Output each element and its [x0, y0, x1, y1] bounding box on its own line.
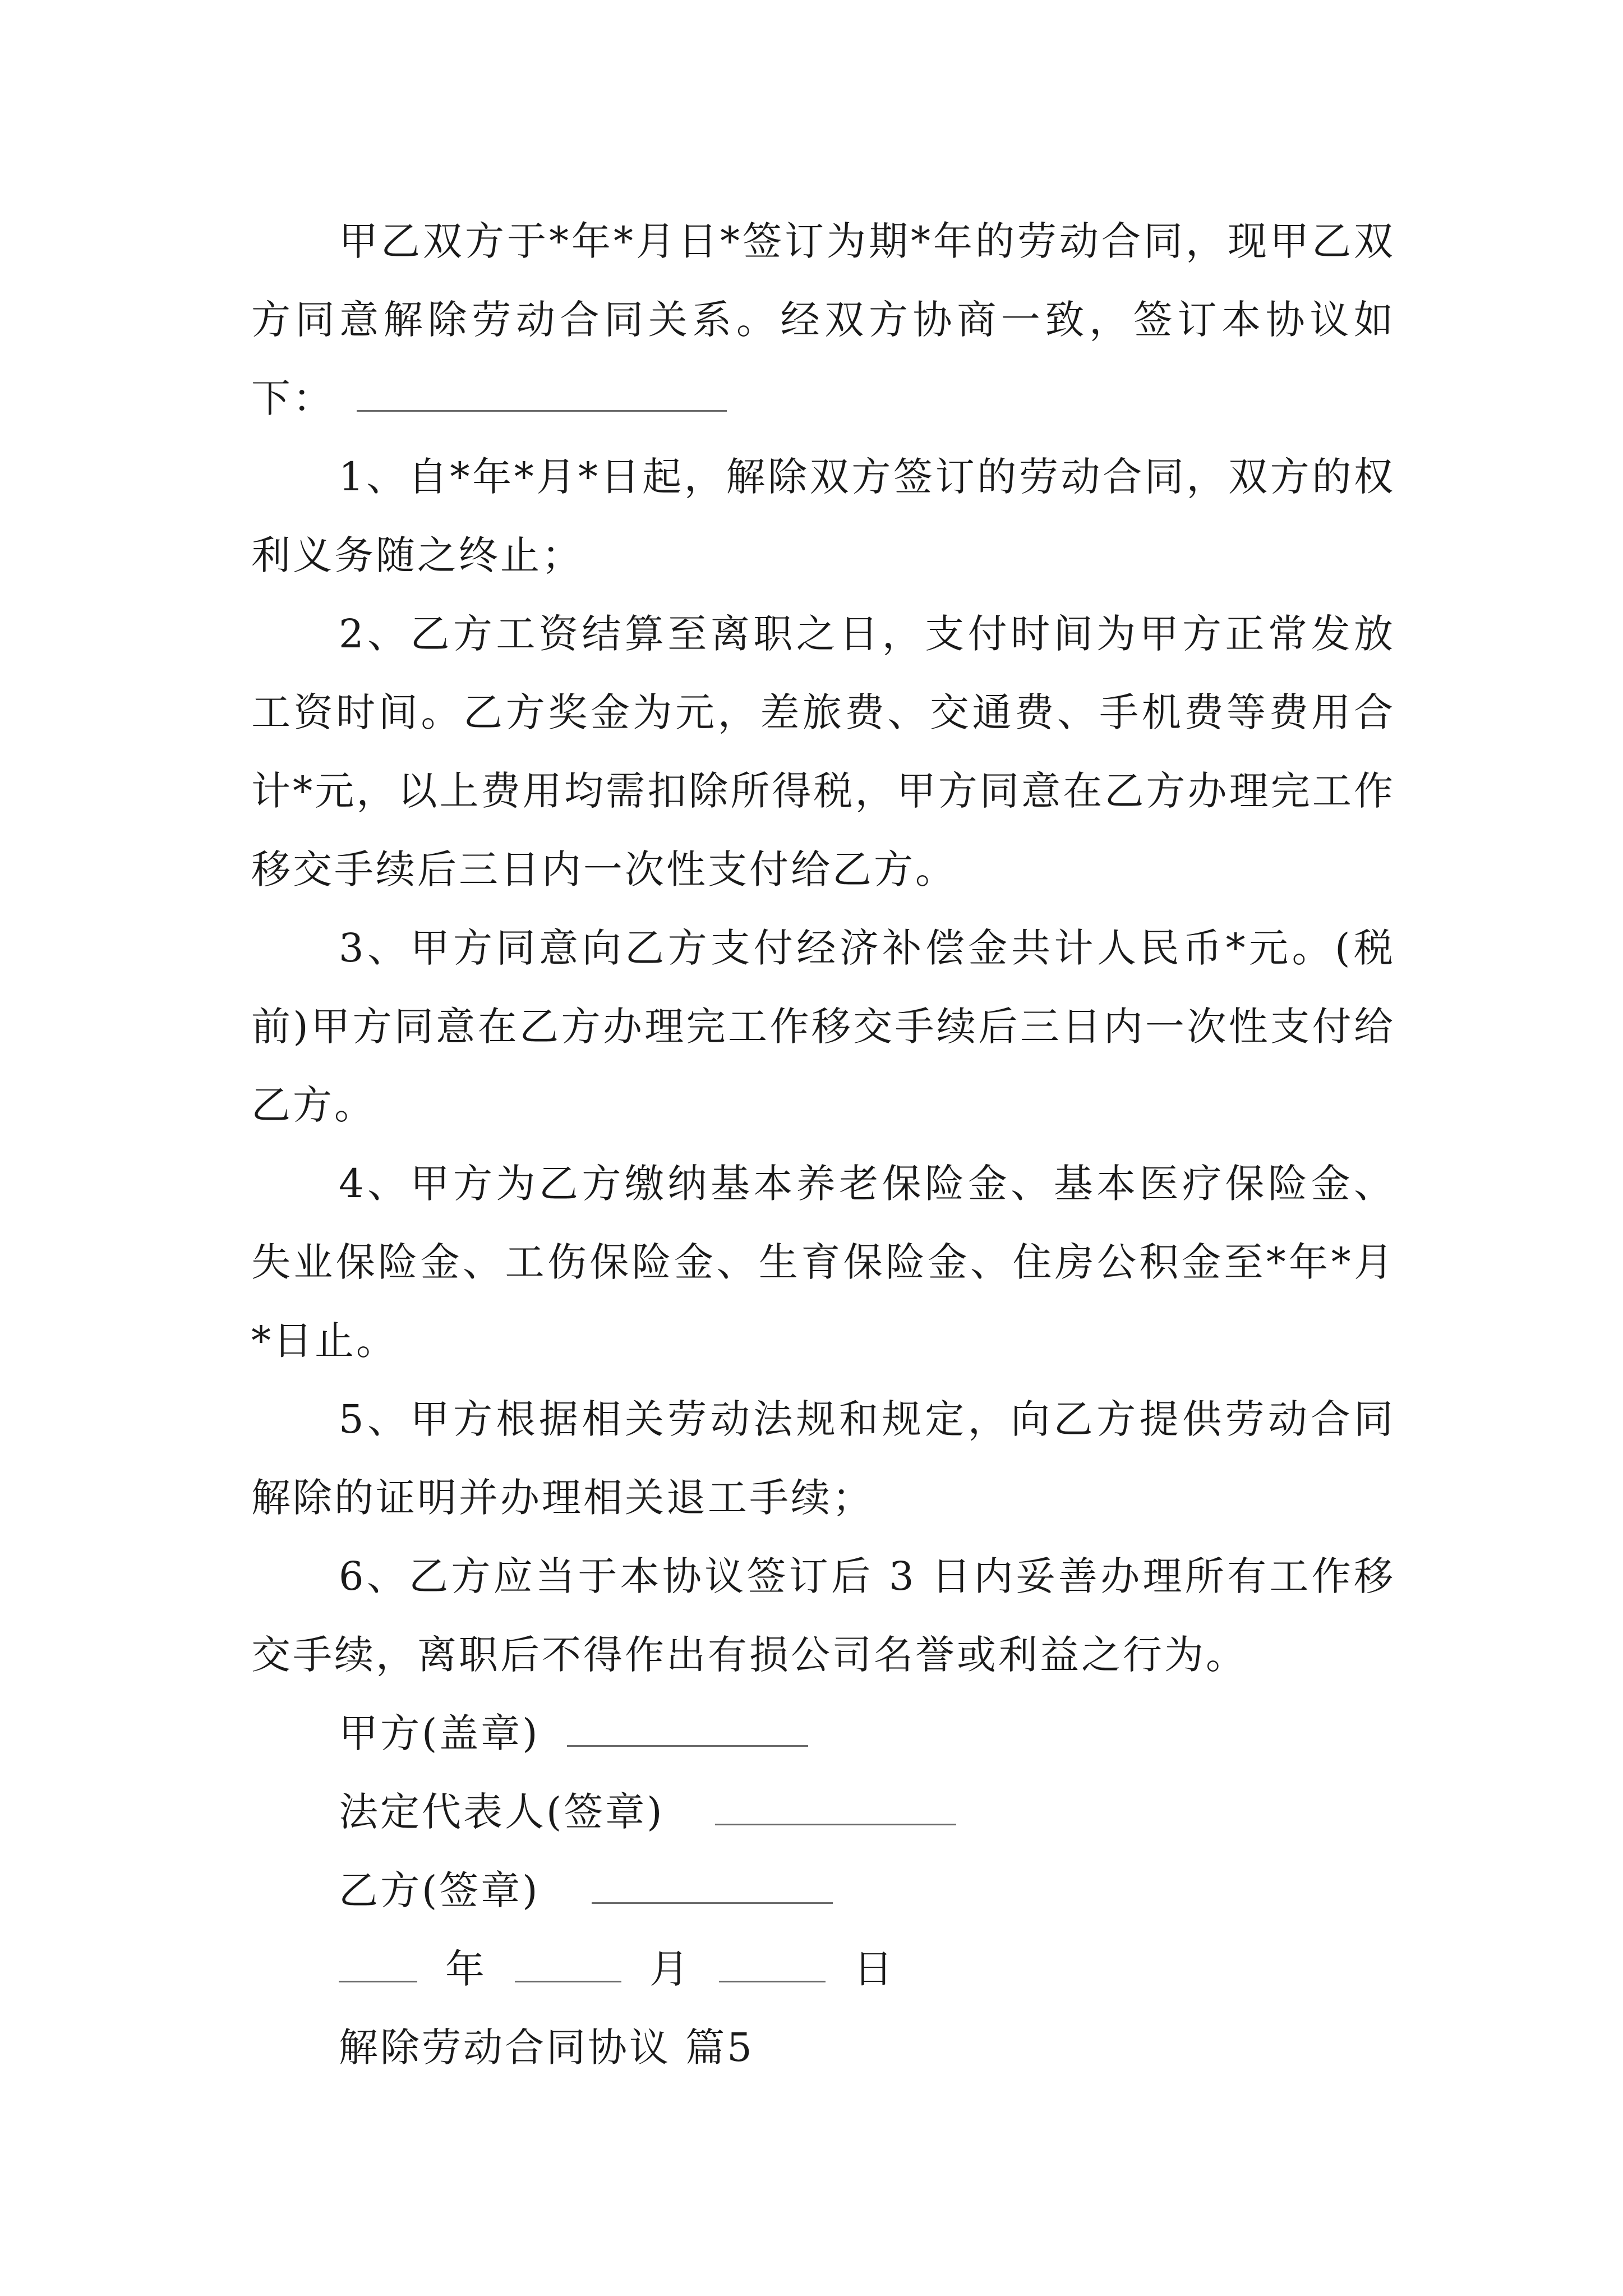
party-a-signature-line: [251, 1694, 1395, 1773]
clause-6: 6、乙方应当于本协议签订后 3 日内妥善办理所有工作移交手续，离职后不得作出有损公司名誉或利益之行为。: [251, 1553, 1395, 1678]
document-page: [251, 202, 1395, 2087]
intro-blank-line: [357, 365, 727, 412]
next-section-heading: 解除劳动合同协议 篇5: [339, 2024, 754, 2070]
party-a-blank: [567, 1700, 808, 1747]
clause-2: 2、乙方工资结算至离职之日，支付时间为甲方正常发放工资时间。乙方奖金为元，差旅费、交通费、手机费等费用合计*元，以上费用均需扣除所得税，甲方同意在乙方办理完工作移交手续后三日内一次性支付给乙方。: [251, 611, 1395, 892]
month-blank: [515, 1936, 621, 1982]
year-label: 年: [445, 1946, 487, 1992]
clause-3: 3、甲方同意向乙方支付经济补偿金共计人民币*元。(税前)甲方同意在乙方办理完工作移交手续后三日内一次性支付给乙方。: [251, 925, 1395, 1128]
date-line: [251, 1930, 1395, 2008]
legal-rep-signature-line: [251, 1773, 1395, 1851]
party-b-blank: [592, 1857, 833, 1904]
party-b-label: 乙方(签章): [339, 1867, 540, 1913]
month-label: 月: [649, 1946, 691, 1992]
party-a-label: 甲方(盖章): [339, 1710, 540, 1756]
clause-4: 4、甲方为乙方缴纳基本养老保险金、基本医疗保险金、失业保险金、工伤保险金、生育保险金、住房公积金至*年*月*日止。: [251, 1161, 1395, 1364]
day-label: 日: [854, 1946, 895, 1992]
legal-rep-label: 法定代表人(签章): [339, 1789, 665, 1835]
day-blank: [719, 1936, 826, 1982]
intro-paragraph: [251, 202, 1395, 438]
clause-1: 1、自*年*月*日起，解除双方签订的劳动合同，双方的权利义务随之终止；: [251, 454, 1395, 578]
legal-rep-blank: [715, 1779, 956, 1825]
year-blank: [339, 1936, 417, 1982]
intro-text: 甲乙双方于*年*月日*签订为期*年的劳动合同，现甲乙双方同意解除劳动合同关系。经双方协商一致，签订本协议如下：: [251, 218, 1395, 421]
clause-5: 5、甲方根据相关劳动法规和规定，向乙方提供劳动合同解除的证明并办理相关退工手续；: [251, 1396, 1395, 1521]
party-b-signature-line: [251, 1851, 1395, 1930]
